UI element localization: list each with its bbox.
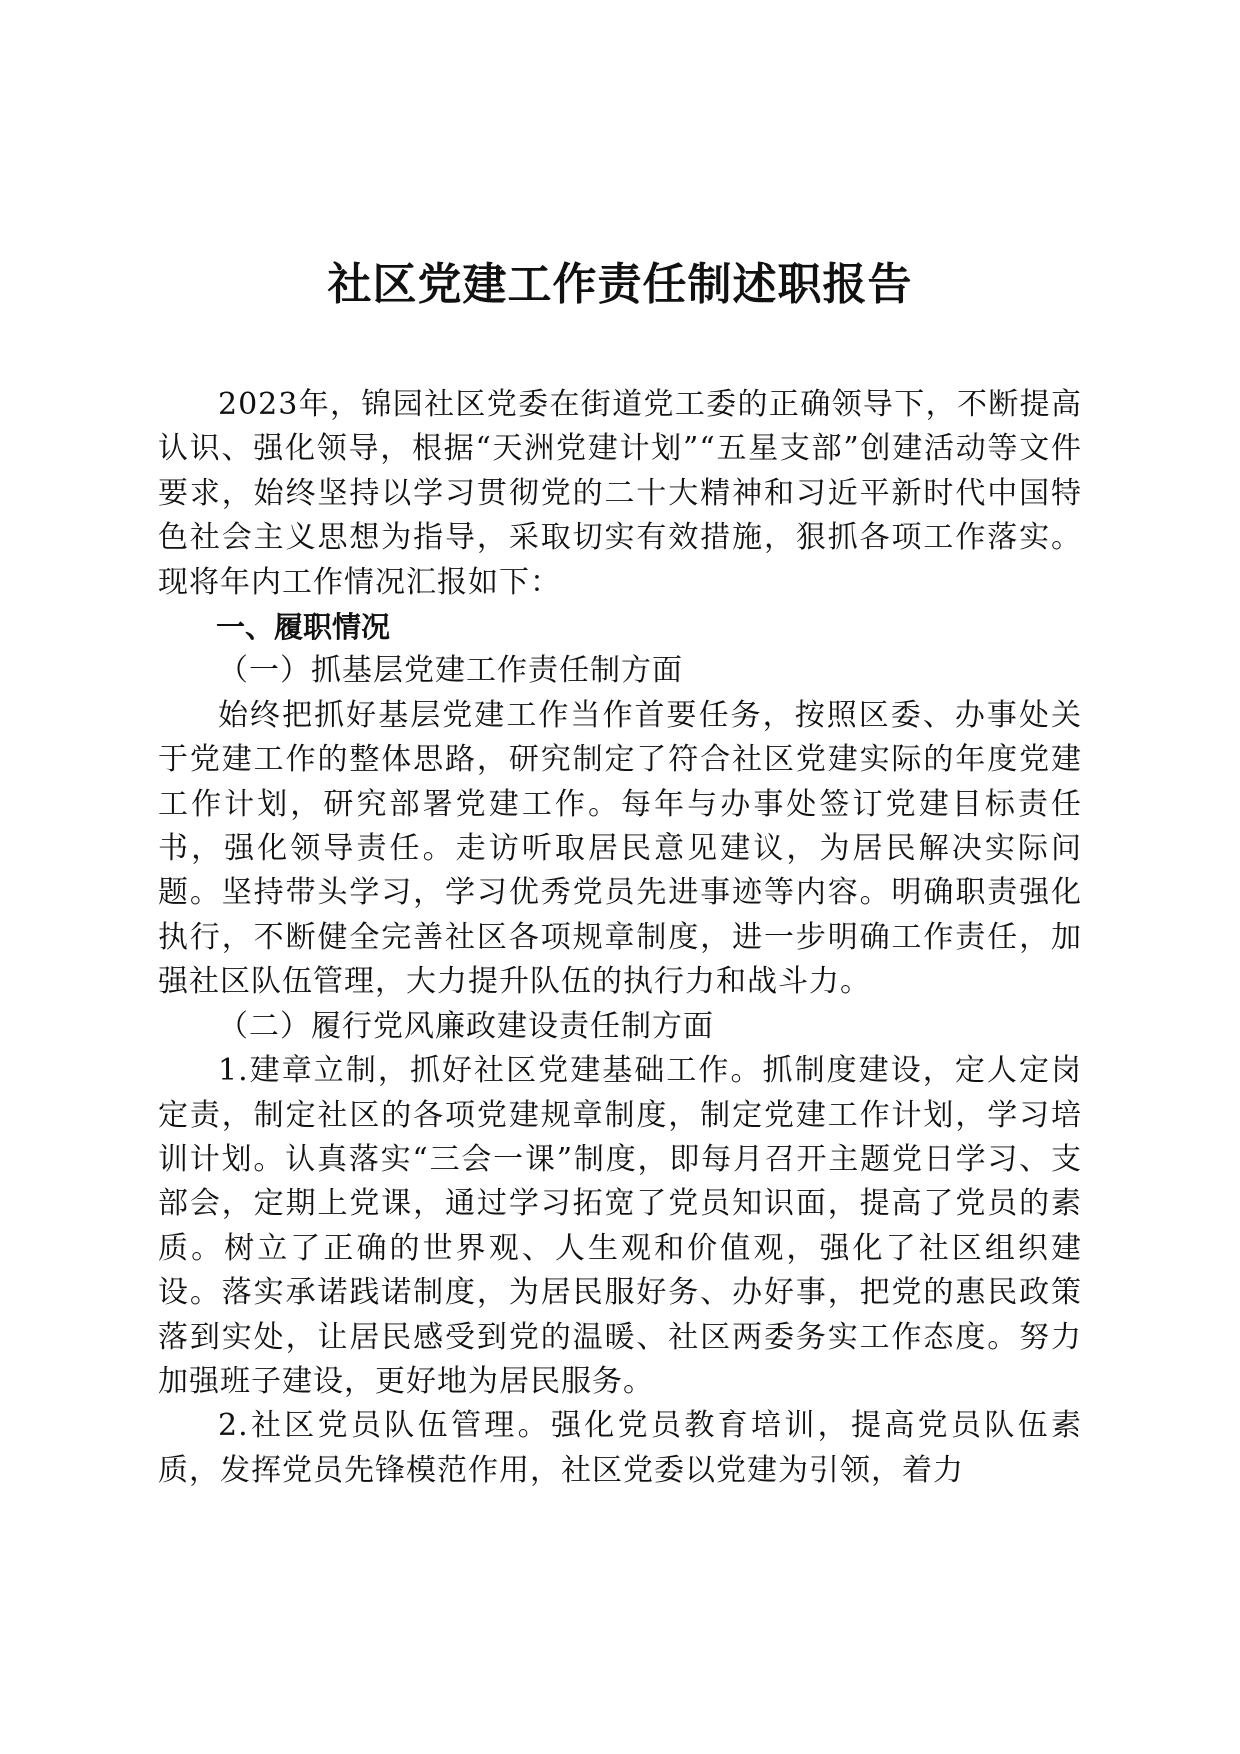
subsection-heading-1: （一）抓基层党建工作责任制方面 [218,653,683,689]
intro-paragraph: 2023年，锦园社区党委在街道党工委的正确领导下，不断提高认识、强化领导，根据“天洲党建计划”“五星支部”创建活动等文件要求，始终坚持以学习贯彻党的二十大精神和习近平新时代中国特色社会主义思想为指导，采取切实有效措施，狠抓各项工作落实。现将年内工作情况汇报如下： [158,387,1082,600]
item-2-paragraph: 2.社区党员队伍管理。强化党员教育培训，提高党员队伍素质，发挥党员先锋模范作用，社区党委以党建为引领，着力 [158,1408,1082,1488]
document-title: 社区党建工作责任制述职报告 [327,259,913,310]
section-heading-1: 一、履职情况 [216,610,391,645]
subsection-heading-2: （二）履行党风廉政建设责任制方面 [218,1008,714,1044]
document-body [158,383,1082,1493]
item-1-paragraph: 1.建章立制，抓好社区党建基础工作。抓制度建设，定人定岗定责，制定社区的各项党建规章制度，制定党建工作计划，学习培训计划。认真落实“三会一课”制度，即每月召开主题党日学习、支部会，定期上党课，通过学习拓宽了党员知识面，提高了党员的素质。树立了正确的世界观、人生观和价值观，强化了社区组织建设。落实承诺践诺制度，为居民服好务、办好事，把党的惠民政策落到实处，让居民感受到党的温暖、社区两委务实工作态度。努力加强班子建设，更好地为居民服务。 [158,1053,1082,1399]
subsection-1-paragraph: 始终把抓好基层党建工作当作首要任务，按照区委、办事处关于党建工作的整体思路，研究制定了符合社区党建实际的年度党建工作计划，研究部署党建工作。每年与办事处签订党建目标责任书，强化领导责任。走访听取居民意见建议，为居民解决实际问题。坚持带头学习，学习优秀党员先进事迹等内容。明确职责强化执行，不断健全完善社区各项规章制度，进一步明确工作责任，加强社区队伍管理，大力提升队伍的执行力和战斗力。 [158,697,1082,1000]
